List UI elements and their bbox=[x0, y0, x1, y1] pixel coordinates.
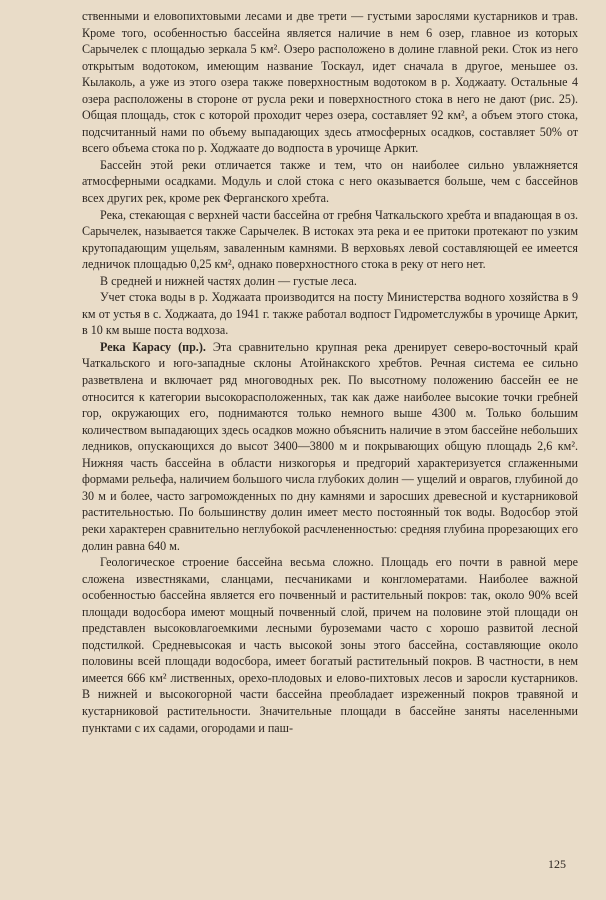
paragraph-7 bbox=[82, 554, 578, 736]
paragraph-2-text: Бассейн этой реки отличается также и тем, что он наиболее сильно увлажняется атмосферными осадками. Модуль и слой стока с него оказывается больше, чем с бассейнов всех других рек, кроме рек Ферганского хребта. bbox=[82, 157, 578, 206]
paragraph-7-text: Геологическое строение бассейна весьма сложно. Площадь его почти в равной мере сложена известняками, сланцами, песчаниками и конгломератами. Наиболее важной особенностью бассейна является его почвенный и растительный покров: так, около 90% всей площади водосбора имеют мощный почвенный слой, причем на половине этой площади он представлен высоковлагоемкими лесными буроземами часто с хорошо развитой лесной подстилкой. Средневысокая и часть высокой зоны этого бассейна, составляющие около половины всей площади водосбора, имеет богатый растительный покров. В частности, в нем имеется 666 км² лиственных, орехо-плодовых и елово-пихтовых лесов и заросли кустарников. В нижней и высокогорной части бассейна преобладает изреженный покров травяной и кустарниковой растительности. Значительные площади в бассейне заняты населенными пунктами с их садами, огородами и паш- bbox=[82, 555, 578, 735]
paragraph-3 bbox=[82, 207, 578, 273]
page-number: 125 bbox=[548, 857, 566, 871]
paragraph-5-text: Учет стока воды в р. Ходжаата производится на посту Министерства водного хозяйства в 9 км от устья в с. Ходжаата, до 1941 г. также работал водпост Гидрометслужбы в урочище Аркит, в 10 км выше поста водхоза. bbox=[82, 290, 578, 338]
paragraph-4 bbox=[82, 273, 578, 290]
paragraph-5 bbox=[82, 289, 578, 339]
paragraph-1 bbox=[82, 8, 578, 157]
paragraph-3-text: Река, стекающая с верхней части бассейна от гребня Чаткальского хребта и впадающая в оз. Сарычелек, называется также Сарычелек. В истоках эта река и ее притоки протекают по узким крутопадающим ущельям, заваленным камнями. В верховьях левой составляющей ее имеется ледничок площадью 0,25 км², однако поверхностного стока в реку от него нет. bbox=[82, 207, 578, 272]
paragraph-2 bbox=[82, 157, 578, 207]
paragraph-6-text: Эта сравнительно крупная река дренирует северо-восточный край Чаткальского и юго-западные склоны Атойнакского хребтов. Речная система ее сильно разветвлена и включает ряд многоводных рек. По высотному положению бассейн ее не относится к категории высокорасположенных, так как даже наиболее высокие точки гребней гор, окружающих его, поднимаются только немного выше 4300 м. Только большим количеством выпадающих здесь осадков можно объяснить наличие в этом бассейне небольших ледников, опускающихся до высот 3400—3800 м и покрывающих общую площадь 2,6 км². Нижняя часть бассейна в области низкогорья и предгорий характеризуется сглаженными формами рельефа, наличием большого числа глубоких долин — ущелий и оврагов, глубиной до 30 м и более, часто загроможденных по дну камнями и заросших древесной и кустарниковой растительностью. По большинству долин имеет место постоянный ток воды. Водосбор этой реки характерен сравнительно неглубокой расчлененностью: средняя глубина прорезающих его долин равна 640 м. bbox=[82, 339, 578, 553]
paragraph-4-text: В средней и нижней частях долин — густые леса. bbox=[100, 273, 357, 288]
paragraph-1-text: ственными и еловопихтовыми лесами и две трети — густыми зарослями кустарников и трав. Кроме того, особенностью бассейна является наличие в нем 6 озер, главное из которых Сарычелек с площадью зеркала 5 км². Озеро расположено в долине главной реки. Сток из него открытым водотоком, имеющим название Тоскаул, идет сначала в другое, меньшее оз. Кылаколь, а уже из этого озера также поверхностным водотоком в р. Ходжаату. Остальные 4 озера расположены в стороне от русла реки и поверхностного стока в него не дают (рис. 25). Общая площадь, сток с которой проходит через озера, составляет 92 км², а объем этого стока, подсчитанный нами по объему выпадающих здесь атмосферных осадков, составляет 50% от всего объема стока по р. Ходжаате до водпоста в урочище Аркит. bbox=[82, 9, 578, 156]
section-heading-karasu: Река Карасу (пр.). bbox=[100, 339, 206, 354]
paragraph-6 bbox=[82, 339, 578, 554]
